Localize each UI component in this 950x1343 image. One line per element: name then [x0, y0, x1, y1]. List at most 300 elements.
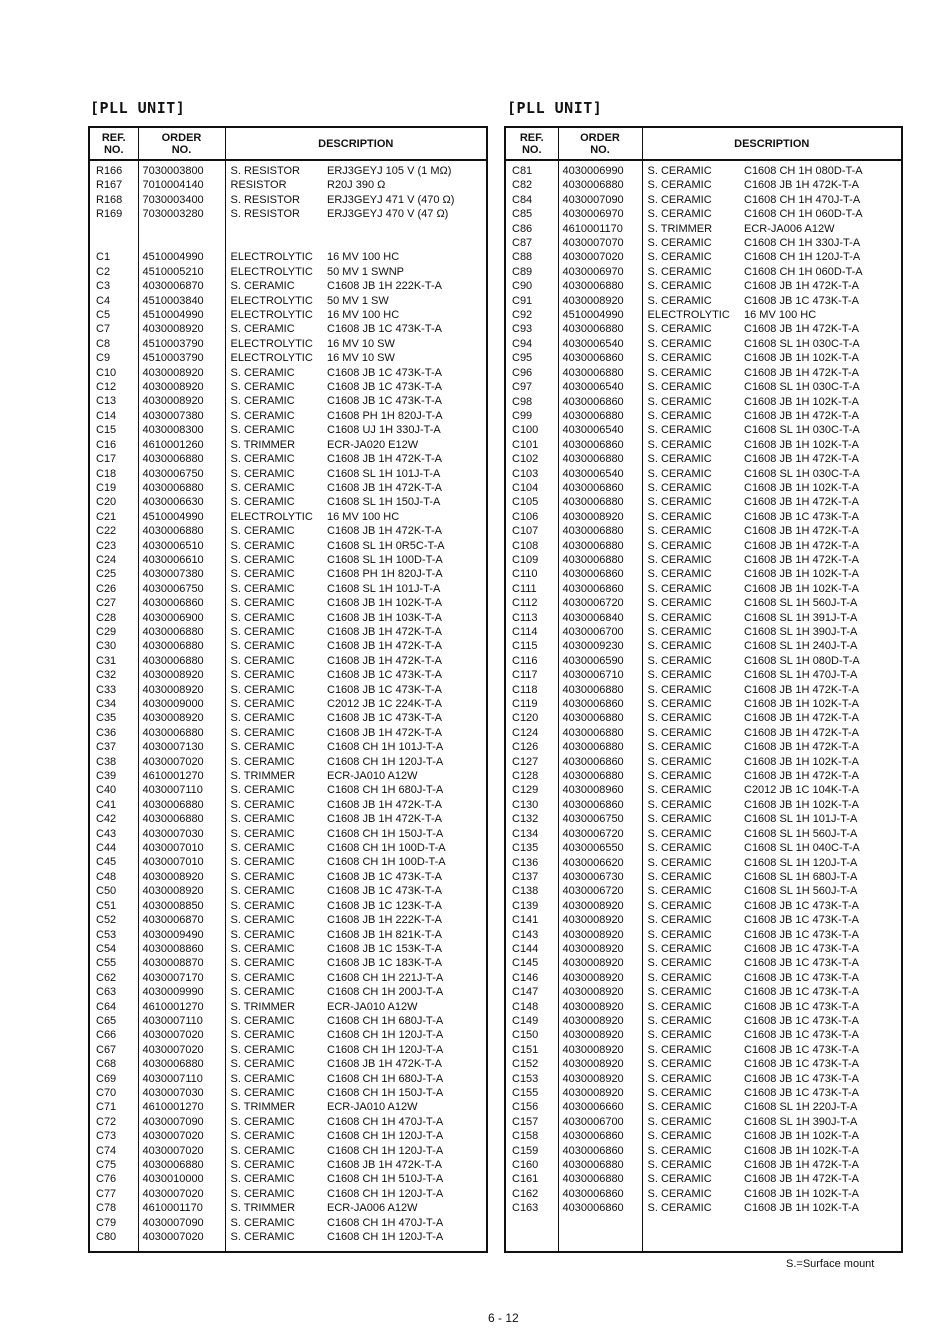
order-no-cell: 4030007020 [138, 1144, 225, 1158]
table-row [90, 1014, 486, 1028]
order-no-cell: 7010004140 [138, 178, 225, 192]
order-no-cell: 4030006880 [138, 798, 225, 812]
part-spec-cell: C1608 JB 1H 472K-T-A [744, 1173, 859, 1186]
part-type-cell: S. CERAMIC [647, 986, 712, 999]
table-row [90, 942, 486, 956]
table-row [90, 596, 486, 610]
part-type-cell: S. CERAMIC [230, 842, 295, 855]
order-no-cell: 4030007020 [558, 250, 642, 264]
ref-no-cell: R166 [90, 164, 138, 178]
ref-no-cell: C8 [90, 337, 138, 351]
ref-no-cell: C19 [90, 481, 138, 495]
ref-no-cell: C26 [90, 582, 138, 596]
table-row [506, 207, 901, 221]
ref-no-cell: C27 [90, 596, 138, 610]
part-type-cell: S. CERAMIC [647, 784, 712, 797]
part-spec-cell: C1608 JB 1H 102K-T-A [744, 1144, 859, 1157]
part-spec-cell: C1608 CH 1H 470J-T-A [327, 1216, 444, 1229]
part-type-cell: S. CERAMIC [230, 395, 295, 408]
part-spec-cell: C1608 SL 1H 100D-T-A [327, 553, 443, 566]
ref-no-cell: C139 [506, 899, 558, 913]
ref-no-cell: C129 [506, 783, 558, 797]
ref-no-cell: C12 [90, 380, 138, 394]
table-row [506, 711, 901, 725]
part-type-cell: S. CERAMIC [230, 409, 295, 422]
order-no-cell: 4030008920 [558, 510, 642, 524]
part-type-cell: S. CERAMIC [230, 611, 295, 624]
table-row [90, 913, 486, 927]
part-type-cell: S. CERAMIC [647, 957, 712, 970]
table-row [506, 740, 901, 754]
table-row [506, 250, 901, 264]
ref-no-cell: C162 [506, 1187, 558, 1201]
table-row [506, 1129, 901, 1143]
part-spec-cell [327, 222, 486, 236]
table-row [506, 827, 901, 841]
part-spec-cell: C1608 JB 1H 472K-T-A [744, 741, 859, 754]
ref-no-cell: C2 [90, 265, 138, 279]
order-no-cell: 4030006720 [558, 884, 642, 898]
part-type-cell: S. CERAMIC [647, 611, 712, 624]
part-type-cell: S. CERAMIC [230, 568, 295, 581]
part-spec-cell [327, 236, 486, 250]
ref-no-cell: C31 [90, 654, 138, 668]
table-row [90, 467, 486, 481]
table-row [506, 942, 901, 956]
ref-no-cell [90, 236, 138, 250]
order-no-cell: 4030006860 [558, 1144, 642, 1158]
left-unit-title: [PLL UNIT] [90, 99, 186, 117]
ref-no-cell: C124 [506, 726, 558, 740]
ref-no-cell: C120 [506, 711, 558, 725]
table-row [506, 164, 901, 178]
part-spec-cell: C1608 JB 1H 472K-T-A [744, 712, 859, 725]
order-no-cell: 4030008300 [138, 423, 225, 437]
ref-no-cell: C62 [90, 971, 138, 985]
part-type-cell: S. CERAMIC [647, 971, 712, 984]
part-type-cell: S. CERAMIC [230, 942, 295, 955]
part-spec-cell: C1608 JB 1C 473K-T-A [744, 971, 859, 984]
order-no-cell: 4030006880 [558, 524, 642, 538]
part-type-cell: S. CERAMIC [230, 539, 295, 552]
part-spec-cell: C1608 JB 1C 473K-T-A [327, 712, 442, 725]
table-row [90, 755, 486, 769]
part-type-cell: S. CERAMIC [647, 381, 712, 394]
order-no-cell: 4030009000 [138, 697, 225, 711]
ref-no-cell: C90 [506, 279, 558, 293]
ref-no-cell: C29 [90, 625, 138, 639]
table-row [90, 827, 486, 841]
part-type-cell: S. CERAMIC [647, 294, 712, 307]
part-spec-cell: ECR-JA010 A12W [327, 1101, 418, 1114]
order-no-cell: 4030008920 [558, 1000, 642, 1014]
table-row [506, 481, 901, 495]
ref-no-cell: C157 [506, 1115, 558, 1129]
part-type-cell: S. CERAMIC [647, 352, 712, 365]
part-type-cell: S. CERAMIC [647, 741, 712, 754]
ref-no-cell: C53 [90, 928, 138, 942]
table-row [506, 956, 901, 970]
part-type-cell: S. CERAMIC [230, 582, 295, 595]
order-no-cell: 4030008920 [558, 913, 642, 927]
part-type-cell: S. CERAMIC [647, 525, 712, 538]
order-no-cell: 4030006880 [138, 481, 225, 495]
ref-no-cell: C92 [506, 308, 558, 322]
ref-no-cell: C1 [90, 250, 138, 264]
table-row [90, 798, 486, 812]
part-type-cell: S. CERAMIC [647, 856, 712, 869]
order-no-cell: 4030006880 [558, 279, 642, 293]
ref-no-cell: C155 [506, 1086, 558, 1100]
table-row [506, 683, 901, 697]
ref-no-cell: C76 [90, 1172, 138, 1186]
part-type-cell: S. CERAMIC [647, 237, 712, 250]
part-spec-cell: C1608 JB 1C 473K-T-A [744, 1014, 859, 1027]
ref-no-cell: C75 [90, 1158, 138, 1172]
ref-no-cell: C153 [506, 1072, 558, 1086]
part-type-cell: S. CERAMIC [647, 1159, 712, 1172]
ref-no-cell: C117 [506, 668, 558, 682]
part-type-cell: ELECTROLYTIC [230, 251, 313, 264]
order-no-cell: 4610001270 [138, 1100, 225, 1114]
part-type-cell: S. CERAMIC [647, 337, 712, 350]
part-spec-cell: C1608 JB 1H 222K-T-A [327, 914, 442, 927]
order-no-cell: 4030006710 [558, 668, 642, 682]
ref-no-cell: C128 [506, 769, 558, 783]
part-spec-cell: C1608 JB 1H 102K-T-A [744, 568, 859, 581]
part-spec-cell: 16 MV 100 HC [327, 309, 400, 322]
ref-no-cell: C48 [90, 870, 138, 884]
table-row [90, 423, 486, 437]
ref-no-cell: C150 [506, 1028, 558, 1042]
order-no-cell: 4030007020 [138, 1043, 225, 1057]
order-no-cell: 4030006880 [558, 178, 642, 192]
part-type-cell: S. CERAMIC [230, 784, 295, 797]
table-row [506, 856, 901, 870]
order-no-cell: 4030008920 [138, 711, 225, 725]
table-row [506, 596, 901, 610]
ref-no-cell: C161 [506, 1172, 558, 1186]
order-no-cell: 4030008920 [558, 1057, 642, 1071]
ref-no-cell: R167 [90, 178, 138, 192]
table-row [90, 567, 486, 581]
table-row [506, 783, 901, 797]
ref-no-cell: C101 [506, 438, 558, 452]
order-no-cell: 4030007010 [138, 841, 225, 855]
part-type-cell: S. CERAMIC [230, 813, 295, 826]
ref-no-cell: C15 [90, 423, 138, 437]
order-no-cell: 4030006750 [138, 467, 225, 481]
ref-no-cell: C115 [506, 639, 558, 653]
order-no-cell: 4030006860 [558, 1129, 642, 1143]
part-type-cell: S. CERAMIC [230, 1014, 295, 1027]
part-spec-cell: ERJ3GEYJ 470 V (47 Ω) [327, 208, 449, 221]
order-no-cell: 4030008920 [558, 294, 642, 308]
part-spec-cell: C1608 SL 1H 120J-T-A [744, 856, 858, 869]
part-type-cell: S. CERAMIC [647, 870, 712, 883]
part-spec-cell: C1608 SL 1H 030C-T-A [744, 467, 860, 480]
ref-no-cell: C93 [506, 322, 558, 336]
ref-no-cell: C67 [90, 1043, 138, 1057]
part-type-cell: S. CERAMIC [647, 510, 712, 523]
ref-no-cell: C163 [506, 1201, 558, 1215]
table-row [90, 697, 486, 711]
ref-no-cell: C84 [506, 193, 558, 207]
table-row [90, 164, 486, 178]
order-no-cell: 4030008920 [558, 928, 642, 942]
order-no-cell: 4610001270 [138, 1000, 225, 1014]
part-spec-cell: C1608 JB 1H 472K-T-A [744, 726, 859, 739]
order-no-cell: 4030007020 [138, 1129, 225, 1143]
part-spec-cell: C1608 CH 1H 200J-T-A [327, 986, 444, 999]
ref-no-cell: C74 [90, 1144, 138, 1158]
part-type-cell: S. CERAMIC [647, 813, 712, 826]
ref-no-cell: C119 [506, 697, 558, 711]
order-no-cell: 4030006550 [558, 841, 642, 855]
part-type-cell: S. CERAMIC [230, 971, 295, 984]
ref-no-cell: C141 [506, 913, 558, 927]
order-no-cell: 7030003800 [138, 164, 225, 178]
table-row [506, 467, 901, 481]
table-row [506, 755, 901, 769]
part-type-cell: S. CERAMIC [647, 1187, 712, 1200]
part-type-cell: S. CERAMIC [230, 1029, 295, 1042]
part-spec-cell: 50 MV 1 SW [327, 294, 389, 307]
order-no-header: ORDER NO. [558, 128, 642, 160]
ref-no-cell: C55 [90, 956, 138, 970]
order-no-cell: 4030006880 [138, 452, 225, 466]
part-type-cell: S. CERAMIC [647, 1101, 712, 1114]
part-spec-cell: C1608 JB 1C 473K-T-A [744, 942, 859, 955]
ref-no-cell: C33 [90, 683, 138, 697]
order-no-cell: 4030007170 [138, 971, 225, 985]
part-spec-cell: ECR-JA010 A12W [327, 1000, 418, 1013]
part-spec-cell: C1608 SL 1H 390J-T-A [744, 626, 858, 638]
table-row [506, 971, 901, 985]
order-no-cell: 4030006860 [558, 798, 642, 812]
part-spec-cell: R20J 390 Ω [327, 179, 386, 192]
part-type-cell: S. TRIMMER [230, 1101, 296, 1114]
part-spec-cell: C1608 CH 1H 120J-T-A [327, 755, 444, 768]
part-spec-cell: C1608 CH 1H 060D-T-A [744, 265, 863, 278]
part-type-cell: S. CERAMIC [230, 798, 295, 811]
order-no-cell: 4030008920 [558, 971, 642, 985]
table-row [506, 769, 901, 783]
part-spec-cell: C1608 CH 1H 120J-T-A [327, 1029, 444, 1042]
part-type-cell: S. CERAMIC [230, 1130, 295, 1143]
ref-no-cell: C114 [506, 625, 558, 639]
part-spec-cell: C1608 JB 1C 473K-T-A [327, 683, 442, 696]
table-row [90, 1187, 486, 1201]
ref-no-cell: C136 [506, 856, 558, 870]
ref-no-cell: C106 [506, 510, 558, 524]
table-row [90, 870, 486, 884]
order-no-cell: 4030008920 [558, 1072, 642, 1086]
ref-no-cell: C20 [90, 495, 138, 509]
order-no-cell: 4030009490 [138, 928, 225, 942]
table-row [90, 481, 486, 495]
table-row [90, 956, 486, 970]
part-spec-cell: C2012 JB 1C 104K-T-A [744, 784, 859, 797]
ref-no-cell: C88 [506, 250, 558, 264]
part-type-cell: S. CERAMIC [647, 899, 712, 912]
table-row [506, 611, 901, 625]
ref-no-cell: C82 [506, 178, 558, 192]
table-row [506, 510, 901, 524]
ref-no-cell: C54 [90, 942, 138, 956]
table-row [90, 654, 486, 668]
ref-no-cell: C42 [90, 812, 138, 826]
part-type-cell: S. CERAMIC [230, 669, 295, 682]
part-type-cell: ELECTROLYTIC [230, 337, 313, 350]
table-row [90, 250, 486, 264]
part-spec-cell: C1608 JB 1H 222K-T-A [327, 280, 442, 293]
ref-no-cell: C118 [506, 683, 558, 697]
part-spec-cell: C1608 JB 1H 472K-T-A [327, 798, 442, 811]
table-row [506, 567, 901, 581]
ref-no-cell: C50 [90, 884, 138, 898]
ref-no-cell: C152 [506, 1057, 558, 1071]
table-row [506, 539, 901, 553]
part-type-cell: S. CERAMIC [230, 424, 295, 437]
order-no-cell: 4030006880 [138, 812, 225, 826]
table-row [90, 611, 486, 625]
ref-no-cell: C40 [90, 783, 138, 797]
table-row [90, 928, 486, 942]
part-spec-cell: C1608 CH 1H 680J-T-A [327, 1014, 444, 1027]
part-spec-cell: C1608 JB 1H 102K-T-A [327, 597, 442, 610]
ref-no-cell: C143 [506, 928, 558, 942]
table-row [90, 193, 486, 207]
order-no-cell: 4030006860 [558, 481, 642, 495]
part-type-cell: S. CERAMIC [230, 899, 295, 912]
table-row [506, 294, 901, 308]
part-type-cell: S. CERAMIC [230, 496, 295, 509]
part-type-cell: S. CERAMIC [230, 856, 295, 869]
table-row [90, 985, 486, 999]
ref-no-cell: C148 [506, 1000, 558, 1014]
table-row [90, 1158, 486, 1172]
ref-no-cell: C156 [506, 1100, 558, 1114]
table-row [506, 1144, 901, 1158]
order-no-cell: 4030008920 [558, 1043, 642, 1057]
part-spec-cell: C1608 CH 1H 510J-T-A [327, 1173, 444, 1186]
order-no-cell: 4510004990 [138, 250, 225, 264]
table-row [506, 1057, 901, 1071]
order-no-cell: 4030006880 [558, 409, 642, 423]
ref-no-cell: C135 [506, 841, 558, 855]
ref-no-cell: C64 [90, 1000, 138, 1014]
order-no-cell: 4030006860 [138, 596, 225, 610]
part-spec-cell: C1608 JB 1H 472K-T-A [327, 481, 442, 494]
part-spec-cell: C1608 CH 1H 100D-T-A [327, 856, 446, 869]
part-type-cell: S. CERAMIC [230, 1173, 295, 1186]
order-no-cell: 4510005210 [138, 265, 225, 279]
table-row [90, 1000, 486, 1014]
part-type-cell: S. CERAMIC [230, 1115, 295, 1128]
ref-no-cell: C23 [90, 539, 138, 553]
order-no-cell: 4030007110 [138, 783, 225, 797]
part-type-cell: S. CERAMIC [230, 381, 295, 394]
part-type-cell: S. CERAMIC [230, 1231, 295, 1244]
order-no-cell: 4030008920 [138, 668, 225, 682]
part-type-cell: S. CERAMIC [230, 986, 295, 999]
part-spec-cell: ECR-JA006 A12W [327, 1202, 418, 1215]
order-no-cell: 4030006870 [138, 279, 225, 293]
order-no-cell: 4030006750 [138, 582, 225, 596]
ref-no-cell: C66 [90, 1028, 138, 1042]
ref-no-cell: R168 [90, 193, 138, 207]
part-spec-cell: C1608 JB 1H 472K-T-A [744, 683, 859, 696]
ref-no-cell: C102 [506, 452, 558, 466]
order-no-cell: 4030009230 [558, 639, 642, 653]
part-spec-cell: C1608 SL 1H 080D-T-A [744, 654, 860, 667]
table-row [506, 985, 901, 999]
part-type-cell: S. CERAMIC [647, 597, 712, 610]
table-row [506, 265, 901, 279]
part-spec-cell: C1608 JB 1C 473K-T-A [744, 1043, 859, 1056]
part-spec-cell: C1608 JB 1C 473K-T-A [744, 1058, 859, 1071]
part-spec-cell: C1608 CH 1H 120J-T-A [744, 251, 861, 264]
order-no-cell: 4030006880 [558, 495, 642, 509]
table-row [90, 394, 486, 408]
part-spec-cell: C1608 JB 1H 472K-T-A [744, 553, 859, 566]
part-type-cell: S. CERAMIC [647, 366, 712, 379]
part-spec-cell: C1608 CH 1H 060D-T-A [744, 208, 863, 221]
part-type-cell: S. CERAMIC [230, 280, 295, 293]
part-type-cell: S. CERAMIC [230, 870, 295, 883]
part-spec-cell: C1608 JB 1C 473K-T-A [744, 1087, 859, 1099]
part-spec-cell: C1608 CH 1H 150J-T-A [327, 827, 444, 840]
order-no-cell: 4030006880 [138, 726, 225, 740]
part-type-cell: S. CERAMIC [647, 1115, 712, 1128]
part-spec-cell: C1608 SL 1H 101J-T-A [327, 582, 441, 595]
ref-no-cell: C21 [90, 510, 138, 524]
part-type-cell: S. CERAMIC [647, 409, 712, 422]
ref-no-cell: C137 [506, 870, 558, 884]
table-row [506, 582, 901, 596]
order-no-cell: 4510004990 [138, 308, 225, 322]
ref-no-cell: C94 [506, 337, 558, 351]
part-type-cell: S. CERAMIC [230, 1072, 295, 1085]
order-no-cell: 4510004990 [138, 510, 225, 524]
part-type-cell: S. RESISTOR [230, 208, 300, 221]
order-no-cell: 4030007380 [138, 409, 225, 423]
part-type-cell: ELECTROLYTIC [230, 265, 313, 278]
table-row [506, 423, 901, 437]
part-type-cell: S. CERAMIC [230, 640, 295, 653]
table-row [506, 1072, 901, 1086]
part-type-cell: S. CERAMIC [647, 1072, 712, 1085]
part-type-cell [225, 222, 327, 236]
part-type-cell: S. CERAMIC [647, 1087, 712, 1099]
order-no-cell: 4030006880 [138, 639, 225, 653]
order-no-cell: 4030009990 [138, 985, 225, 999]
table-row [506, 654, 901, 668]
table-row [506, 322, 901, 336]
table-row [90, 222, 486, 236]
table-row [90, 683, 486, 697]
order-no-cell: 4030007130 [138, 740, 225, 754]
part-spec-cell: 16 MV 10 SW [327, 352, 395, 365]
description-header: DESCRIPTION [225, 128, 486, 160]
part-type-cell: S. CERAMIC [647, 1173, 712, 1186]
part-spec-cell: ERJ3GEYJ 471 V (470 Ω) [327, 193, 455, 206]
order-no-header: ORDER NO. [138, 128, 225, 160]
table-row [506, 1115, 901, 1129]
part-type-cell: S. TRIMMER [230, 770, 296, 783]
part-type-cell: S. TRIMMER [647, 222, 713, 235]
